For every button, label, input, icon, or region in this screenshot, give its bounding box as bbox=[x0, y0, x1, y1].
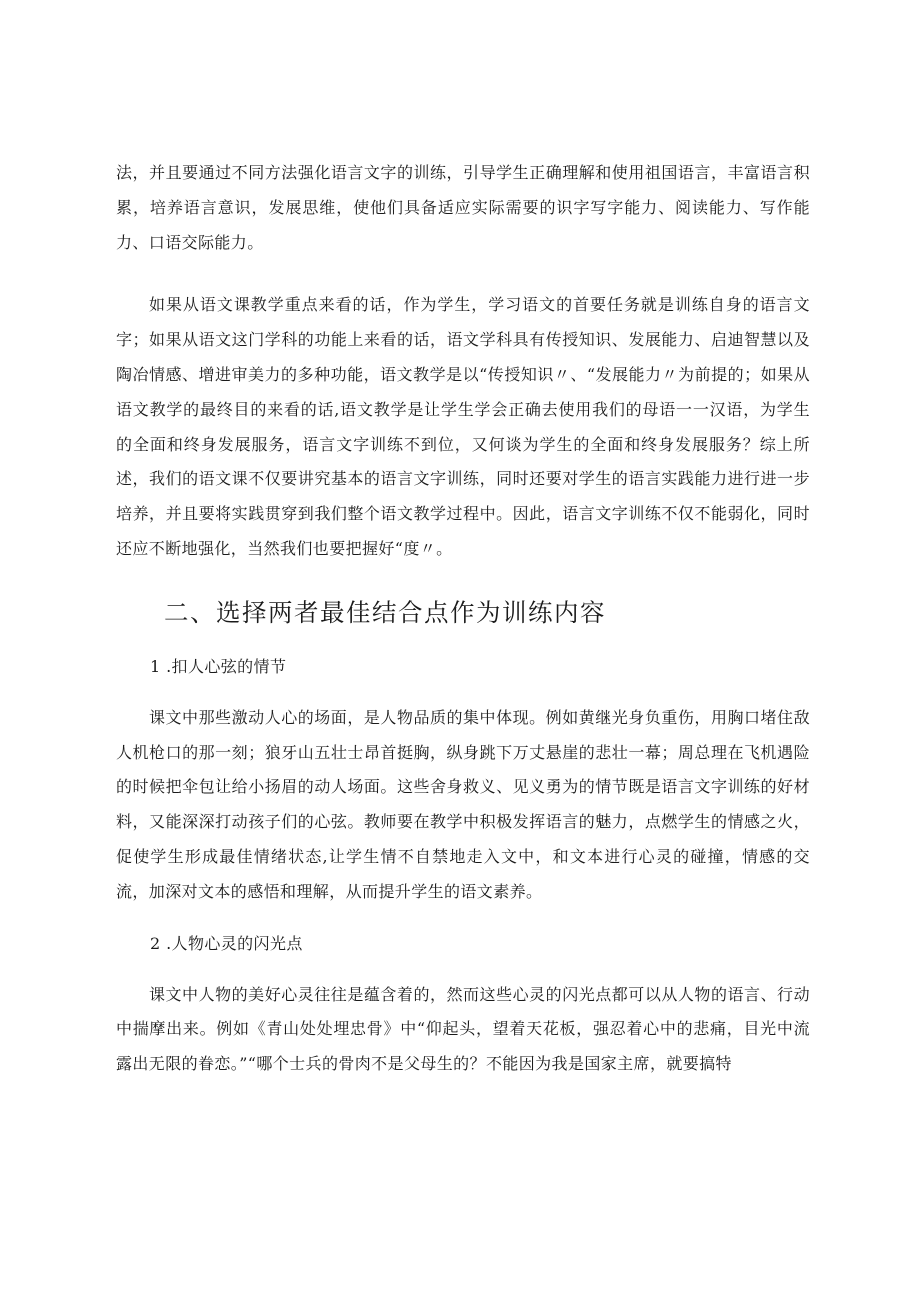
paragraph-character: 课文中人物的美好心灵往往是蕴含着的，然而这些心灵的闪光点都可以从人物的语言、行动中揣摩出来。例如《青山处处埋忠骨》中“仰起头，望着天花板，强忍着心中的悲痛，目光中流露出无限的眷恋。”“哪个士兵的骨肉不是父母生的？不能因为我是国家主席，就要搞特 bbox=[116, 984, 810, 1074]
paragraph-continuation: 法，并且要通过不同方法强化语言文字的训练，引导学生正确理解和使用祖国语言，丰富语言积累，培养语言意识，发展思维，使他们具备适应实际需要的识字写字能力、阅读能力、写作能力、口语交际能力。 bbox=[116, 163, 810, 252]
paragraph-teaching-focus: 如果从语文课教学重点来看的话，作为学生，学习语文的首要任务就是训练自身的语言文字；如果从语文这门学科的功能上来看的话，语文学科具有传授知识、发展能力、启迪智慧以及陶冶情感、增进审美力的多种功能，语文教学是以“传授知识〃、“发展能力〃为前提的；如果从语文教学的最终目的来看的话,语文教学是让学生学会正确去使用我们的母语一一汉语，为学生的全面和终身发展服务，语言文字训练不到位，又何谈为学生的全面和终身发展服务？综上所述，我们的语文课不仅要讲究基本的语言文字训练，同时还要对学生的语言实践能力进行进一步培养，并且要将实践贯穿到我们整个语文教学过程中。因此，语言文字训练不仅不能弱化，同时还应不断地强化，当然我们也要把握好“度〃。 bbox=[116, 295, 810, 558]
subheading-character: 2 .人物心灵的闪光点 bbox=[150, 933, 303, 953]
section-heading: 二、选择两者最佳结合点作为训练内容 bbox=[164, 597, 606, 627]
document-body bbox=[116, 156, 810, 1082]
paragraph-plot: 课文中那些激动人心的场面，是人物品质的集中体现。例如黄继光身负重伤，用胸口堵住敌人机枪口的那一刻；狼牙山五壮士昂首挺胸，纵身跳下万丈悬崖的悲壮一幕；周总理在飞机遇险的时候把伞包让给小扬眉的动人场面。这些舍身救义、见义勇为的情节既是语言文字训练的好材料，又能深深打动孩子们的心弦。教师要在教学中积极发挥语言的魅力，点燃学生的情感之火，促使学生形成最佳情绪状态,让学生情不自禁地走入文中，和文本进行心灵的碰撞，情感的交流，加深对文本的感悟和理解，从而提升学生的语文素养。 bbox=[116, 707, 810, 901]
subheading-plot: 1 .扣人心弦的情节 bbox=[150, 656, 287, 676]
